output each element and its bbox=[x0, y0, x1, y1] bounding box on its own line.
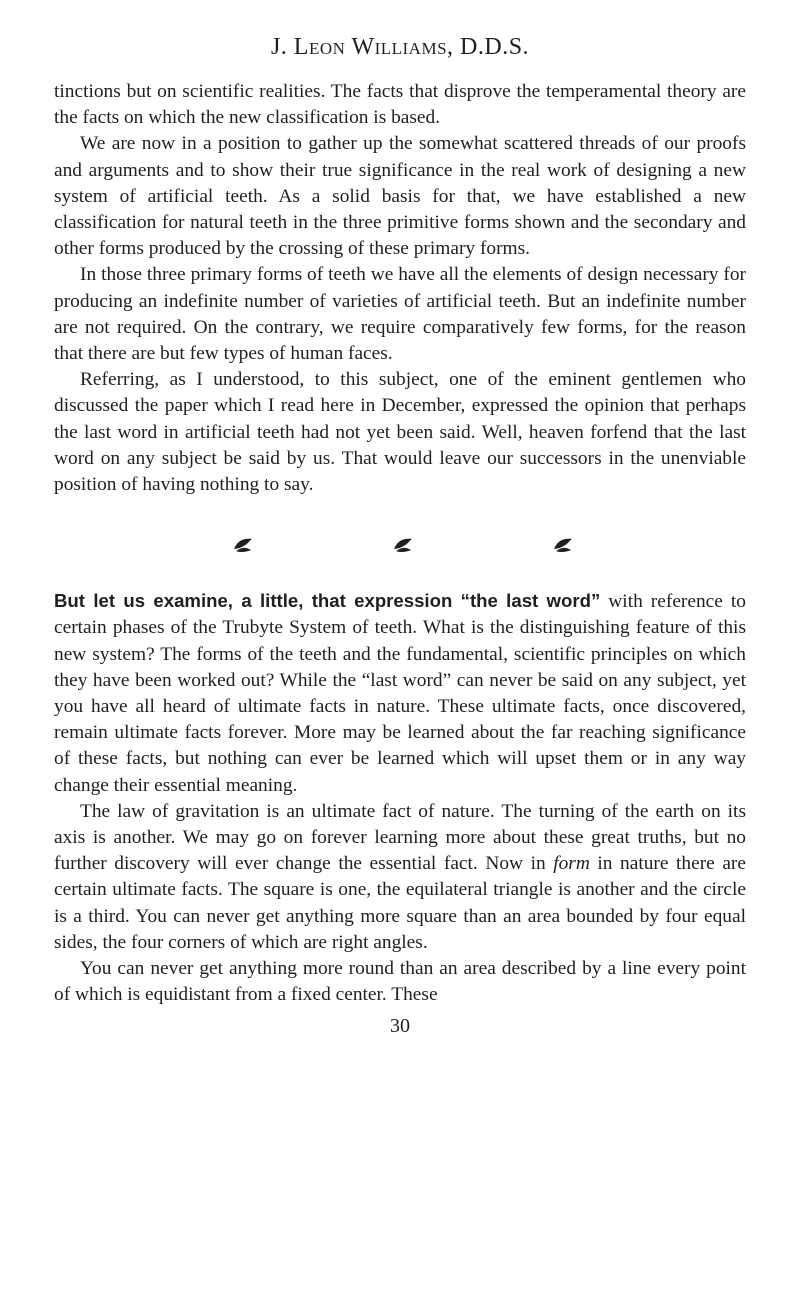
paragraph-3: In those three primary forms of teeth we have all the elements of design necessary for producing an indefinite number of varieties of artificial teeth. But an indefinite number are not required. On the contrary, we require comparatively few forms, for the reason that there are but few types of human faces. bbox=[54, 264, 746, 365]
paragraph-7: You can never get anything more round than an area described by a line every point of which is equidistant from a fixed center. These bbox=[54, 958, 746, 1006]
paragraph-1: tinctions but on scientific realities. The facts that disprove the temperamental theory are the facts on which the new classification is based. bbox=[54, 81, 746, 129]
page-number: 30 bbox=[390, 1014, 410, 1037]
leaf-ornament-icon bbox=[552, 536, 574, 554]
paragraph-5-lead-in: But let us examine, a little, that expression “the last word” bbox=[54, 590, 601, 612]
running-head: J. Leon Williams, D.D.S. bbox=[270, 34, 530, 60]
paragraph-6-emphasis: form bbox=[553, 853, 590, 875]
paragraph-2: We are now in a position to gather up the somewhat scattered threads of our proofs and arguments and to show their true significance in the real work of designing a new system of artificial teeth. As a solid basis for that, we have established a new classification for natural teeth in the three primitive forms shown and the secondary and other forms produced by the crossing of these primary forms. bbox=[54, 133, 746, 260]
paragraph-5-body: with reference to certain phases of the Trubyte System of teeth. What is the distinguishing feature of this new system? The forms of the teeth and the fundamental, scientific principles on which they have been worked out? While the “last word” can never be said on any subject, yet you have all heard of ultimate facts in nature. These ultimate facts, once discovered, remain ultimate facts forever. More may be learned about the far reaching significance of these facts, but nothing can ever be learned which will upset them or in any way change their essential meaning. bbox=[54, 591, 746, 796]
leaf-ornament-icon bbox=[232, 536, 254, 554]
paragraph-4: Referring, as I understood, to this subject, one of the eminent gentlemen who discussed the paper which I read here in December, expressed the opinion that perhaps the last word in artificial teeth had not yet been said. Well, heaven forfend that the last word on any subject be said by us. That would leave our successors in the unenviable position of having nothing to say. bbox=[54, 369, 746, 496]
paragraph-5 bbox=[54, 588, 746, 799]
paragraph-6-part-b: in nature there are certain ultimate facts. The square is one, the equilateral triangle is another and the circle is a third. You can never get anything more square than an area bounded by four equal sides, the four corners of which are right angles. bbox=[54, 853, 746, 953]
leaf-ornament-icon bbox=[392, 536, 414, 554]
paragraph-6 bbox=[54, 799, 746, 956]
section-break bbox=[54, 536, 746, 554]
paragraph-6-part-a: The law of gravitation is an ultimate fact of nature. The turning of the earth on its axis is another. We may go on forever learning more about these great truths, but no further discovery will ever change the essential fact. Now in bbox=[54, 800, 746, 875]
